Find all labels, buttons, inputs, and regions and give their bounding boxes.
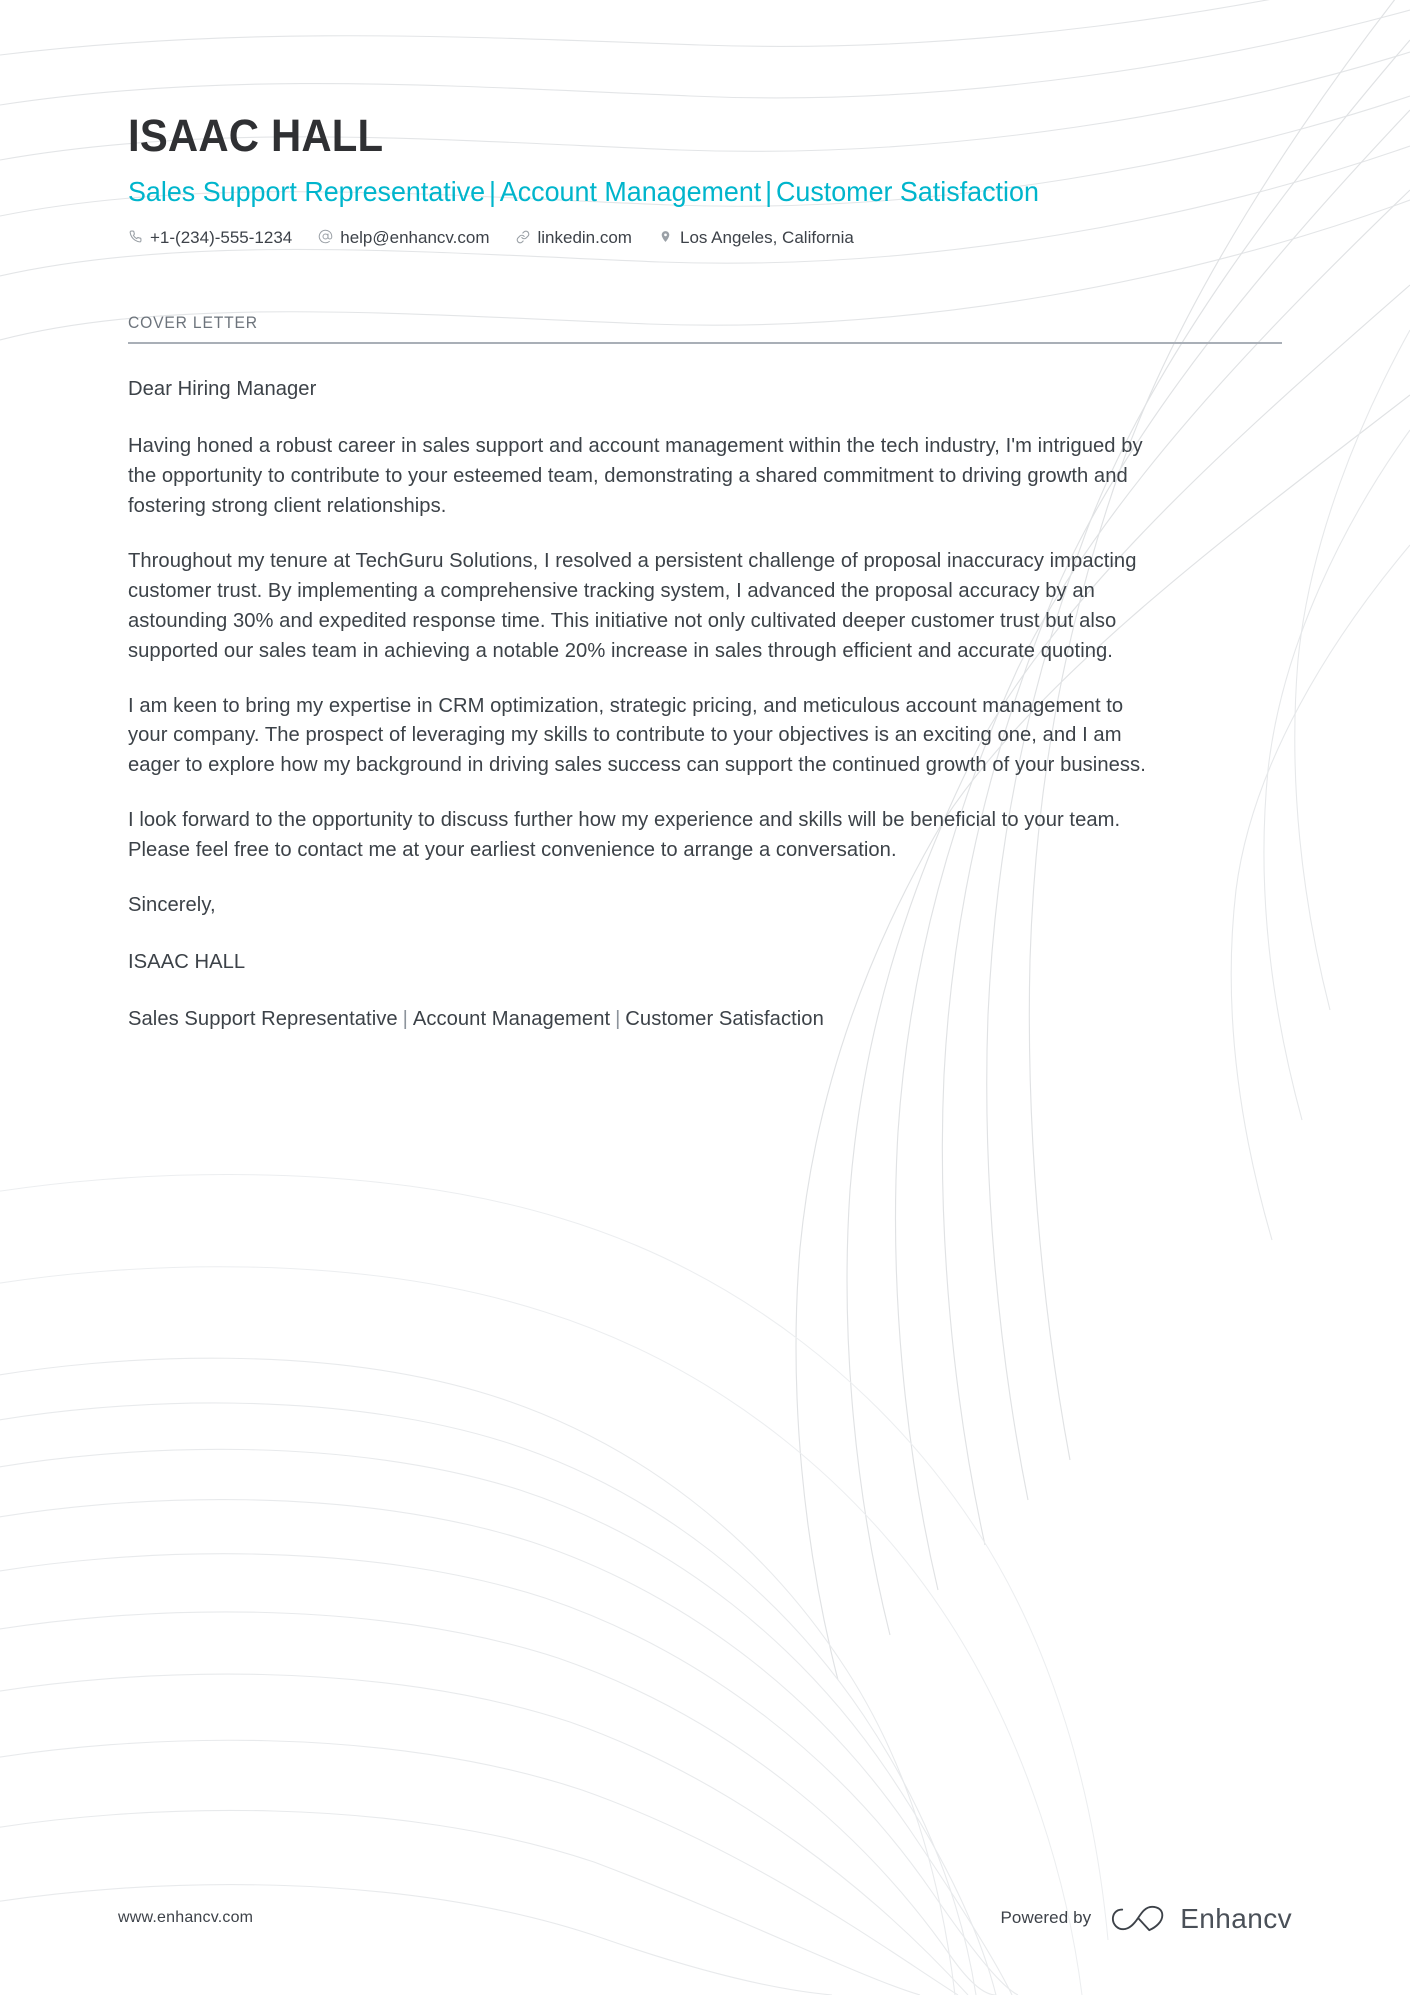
cover-letter-section xyxy=(128,313,1282,1034)
letter-body xyxy=(128,374,1164,1034)
signature-title-separator: | xyxy=(402,1007,408,1031)
contact-info-row xyxy=(128,228,1282,248)
contact-phone xyxy=(128,228,293,248)
contact-location xyxy=(658,228,854,248)
enhancv-mark-icon xyxy=(1111,1903,1167,1933)
enhancv-logo xyxy=(1111,1903,1292,1933)
signature-title-part-3: Customer Satisfaction xyxy=(625,1007,824,1031)
letter-paragraph: I am keen to bring my expertise in CRM optimization, strategic pricing, and meticulous account management to your company. The prospect of leveraging my skills to contribute to your objectives is an exciting one, and I am eager to explore how my background in driving sales success can support the continued growth of your business. xyxy=(128,693,1146,777)
section-divider xyxy=(128,342,1282,344)
letter-paragraph: I look forward to the opportunity to discuss further how my experience and skills will be beneficial to your team. Please feel free to contact me at your earliest convenience to arrange a conversation. xyxy=(128,808,1121,862)
phone-icon xyxy=(128,228,143,245)
headline-part-3: Customer Satisfaction xyxy=(775,175,1039,207)
footer-website-url[interactable]: www.enhancv.com xyxy=(118,1909,254,1926)
headline-separator: | xyxy=(765,175,773,207)
letter-closing: Sincerely, xyxy=(128,893,216,917)
contact-phone-value: +1-(234)-555-1234 xyxy=(150,228,293,248)
enhancv-wordmark: Enhancv xyxy=(1180,1903,1292,1934)
signature-title-part-1: Sales Support Representative xyxy=(128,1007,398,1031)
contact-email-value: help@enhancv.com xyxy=(340,228,490,248)
headline-part-1: Sales Support Representative xyxy=(128,175,486,207)
signature-title xyxy=(128,1004,1148,1034)
professional-headline xyxy=(128,175,1236,209)
letter-header xyxy=(128,0,1282,248)
contact-website-value: linkedin.com xyxy=(537,228,632,248)
signature-title-part-2: Account Management xyxy=(412,1007,611,1031)
page-footer xyxy=(0,1903,1410,1933)
page-title: ISAAC HALL xyxy=(128,110,384,161)
contact-website xyxy=(515,228,632,248)
footer-branding xyxy=(1000,1903,1292,1933)
headline-separator: | xyxy=(488,175,496,207)
email-icon xyxy=(318,228,333,245)
location-icon xyxy=(658,228,673,245)
powered-by-label: Powered by xyxy=(1000,1908,1092,1927)
link-icon xyxy=(515,228,530,245)
headline-part-2: Account Management xyxy=(499,175,762,207)
section-heading: COVER LETTER xyxy=(128,313,258,333)
signature-title-separator: | xyxy=(615,1007,621,1031)
contact-email xyxy=(318,228,490,248)
signature-name: ISAAC HALL xyxy=(128,950,246,974)
letter-paragraph: Throughout my tenure at TechGuru Solutions, I resolved a persistent challenge of proposal inaccuracy impacting customer trust. By implementing a comprehensive tracking system, I advanced the proposal accuracy by an astounding 30% and expedited response time. This initiative not only cultivated deeper customer trust but also supported our sales team in achieving a notable 20% increase in sales through efficient and accurate quoting. xyxy=(128,548,1137,662)
contact-location-value: Los Angeles, California xyxy=(679,228,854,248)
letter-salutation: Dear Hiring Manager xyxy=(128,377,317,401)
letter-paragraph: Having honed a robust career in sales support and account management within the tech industry, I'm intrigued by the opportunity to contribute to your esteemed team, demonstrating a shared commitment to driving growth and fostering strong client relationships. xyxy=(128,434,1143,517)
